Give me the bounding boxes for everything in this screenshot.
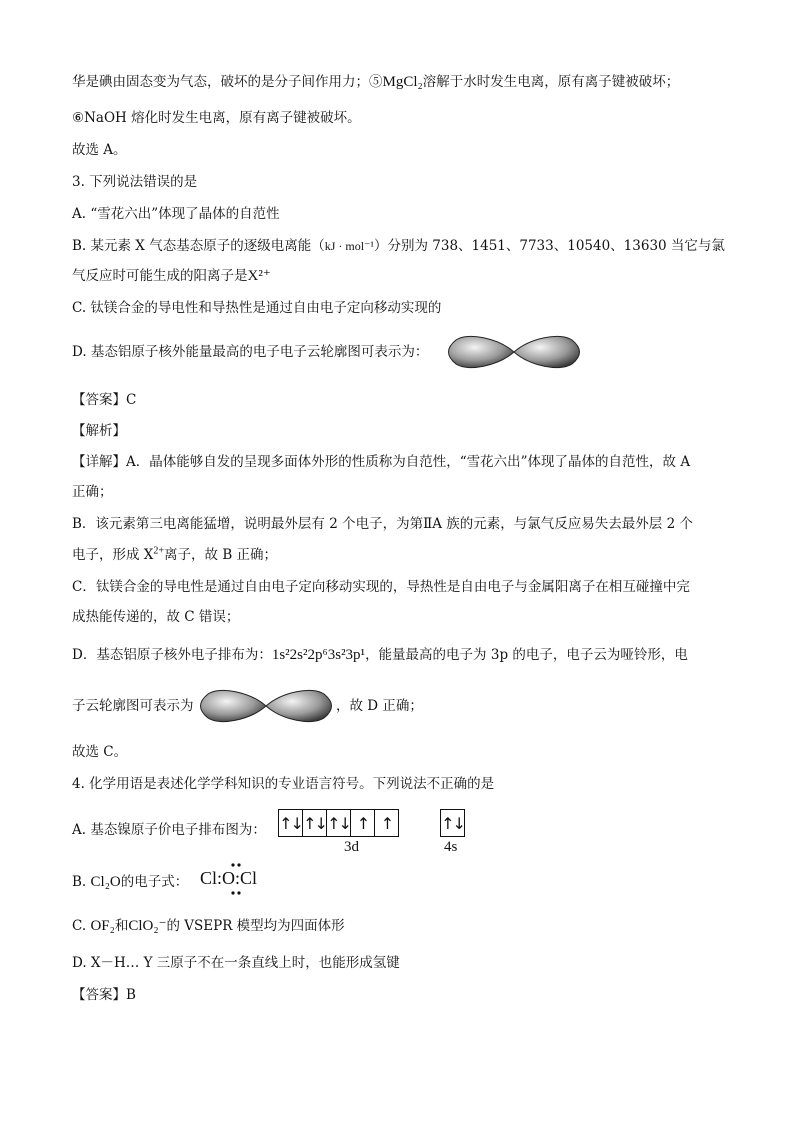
orbital-box: ↑↓ [302, 809, 326, 837]
option-3a: A. “雪花六出”体现了晶体的自范性 [72, 206, 280, 222]
formula-cl2o: Cl₂O [90, 874, 121, 890]
detail-line-end: ，故 D 正确； [336, 698, 423, 714]
option-4c: C. OF₂和ClO₂⁻的 VSEPR 模型均为四面体形 [72, 918, 345, 934]
electron-formula: Cl:O:Cl [200, 868, 257, 889]
orbital-box: ↑↓ [278, 809, 302, 837]
formula-x2plus: X²⁺ [247, 268, 271, 284]
detail-line: 成热能传递的，故 C 错误； [72, 609, 240, 625]
option-4b: B. Cl₂O的电子式： [72, 874, 189, 890]
text-line: 故选 A。 [72, 142, 127, 158]
option-3c: C. 钛镁合金的导电性和导热性是通过自由电子定向移动实现的 [72, 300, 442, 316]
p-orbital-lobes-icon [448, 330, 580, 374]
option-4d: D. X－H… Y 三原子不在一条直线上时，也能形成氢键 [72, 955, 400, 971]
option-4a: A. 基态镍原子价电子排布图为： [72, 822, 266, 838]
electron-config: 1s²2s²2p⁶3s²3p¹ [271, 647, 366, 663]
orbital-box: ↑ [350, 809, 374, 837]
charge-2plus: 2+ [153, 545, 165, 557]
answer-4: 【答案】B [72, 987, 136, 1003]
option-3b-cont: 气反应时可能生成的阳离子是X²⁺ [72, 268, 271, 284]
detail-line: 【详解】A．晶体能够自发的呈现多面体外形的性质称为自范性，“雪花六出”体现了晶体的自范性，故 A [72, 454, 691, 470]
p-orbital-lobes-icon [200, 684, 332, 728]
question-4-title: 4. 化学用语是表述化学学科知识的专业语言符号。下列说法不正确的是 [72, 776, 495, 792]
3d-orbital-boxes [278, 809, 399, 837]
formula-mgcl2: MgCl₂ [382, 74, 423, 90]
label-3d: 3d [344, 839, 359, 855]
label-4s: 4s [444, 839, 458, 855]
orbital-box: ↑↓ [440, 809, 465, 837]
4s-orbital-box [440, 809, 465, 837]
analysis-header: 【解析】 [72, 423, 126, 439]
detail-line: 子云轮廓图可表示为 [72, 698, 194, 714]
text-line: ⑥NaOH 熔化时发生电离，原有离子键被破坏。 [72, 110, 361, 126]
detail-line: 正确； [72, 484, 113, 500]
detail-line: 故选 C。 [72, 744, 128, 760]
text-line: 华是碘由固态变为气态，破坏的是分子间作用力；⑤MgCl₂溶解于水时发生电离，原有离子键被破坏； [72, 74, 680, 90]
question-3-title: 3. 下列说法错误的是 [72, 174, 198, 190]
detail-line: D．基态铝原子核外电子排布为：1s²2s²2p⁶3s²3p¹，能量最高的电子为 3p 的电子，电子云为哑铃形，电 [72, 647, 688, 663]
orbital-box: ↑↓ [326, 809, 350, 837]
orbital-box: ↑ [374, 809, 399, 837]
formula-of2: OF₂ [90, 918, 115, 934]
lone-pair-dots-icon [226, 862, 246, 896]
detail-line: 电子，形成 $X^{2+}$离子，故 B 正确； [72, 545, 278, 563]
formula-clo2: ClO₂⁻ [128, 918, 167, 934]
detail-line: B．该元素第三电离能猛增，说明最外层有 2 个电子，为第ⅡA 族的元素，与氯气反应易失去最外层 2 个 [72, 516, 693, 532]
detail-line: C．钛镁合金的导电性是通过自由电子定向移动实现的，导热性是自由电子与金属阳离子在相互碰撞中完 [72, 579, 690, 595]
answer-3: 【答案】C [72, 392, 137, 408]
option-3d: D. 基态铝原子核外能量最高的电子电子云轮廓图可表示为： [72, 344, 429, 360]
unit: kJ · mol⁻¹ [324, 239, 374, 253]
option-3b: B. 某元素 X 气态基态原子的逐级电离能（kJ · mol⁻¹）分别为 738、1451、7733、10540、13630 当它与氯 [72, 238, 725, 254]
